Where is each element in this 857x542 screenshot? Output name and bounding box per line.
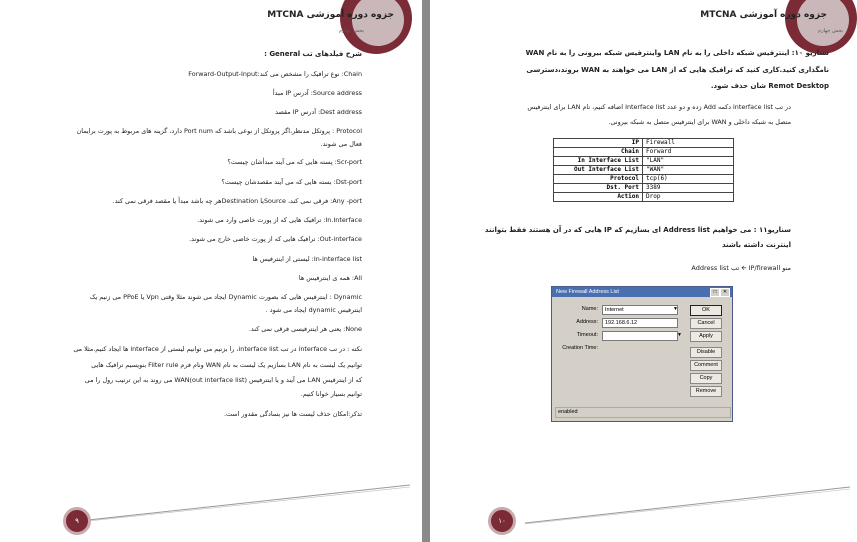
text-line: که از اینترفیس LAN می آیند و یا اینترفیس (out interface list)WAN می روند به این ترتیب رول را می [84,376,362,384]
text-line: In-interface list: لیستی از اینترفیس ها [252,255,362,263]
text-line: Protocol : پروتکل مدنظر،اگر پروتکل از نوعی باشد که Port num دارد، گزینه های مربوط به پورت برایمان [76,127,362,135]
table-row [554,184,734,193]
text-line: Out-interface: ترافیک هایی که از پورت خاصی خارج می شوند. [189,235,362,243]
address-label: Address: [576,319,598,325]
text-line: توانیم بسیار خوانا کنیم. [300,390,362,398]
address-field[interactable]: 192.168.6.12 [602,318,678,328]
timeout-field[interactable] [602,331,678,341]
table-row [554,166,734,175]
timeout-label: Timeout: [576,332,598,338]
text-line: Chain: نوع ترافیک را مشخص می کند:Forward-Output-Input [188,70,362,78]
header-subtitle: بخش چهارم [817,28,843,34]
section-title: شرح فیلدهای تب General : [264,50,362,58]
table-value: "LAN" [643,157,734,166]
dialog-title: New Firewall Address List [556,289,619,295]
comment-button[interactable]: Comment [690,360,722,371]
header-title: جزوه دوره آموزشی MTCNA [267,10,394,20]
text-line: Dest address: آدرس IP مقصد [275,108,362,116]
text-line: توانیم یک لیست به نام LAN بسازیم یک لیست به نام WAN ونام فرم Filter rule بنویسیم ترافیک هایی [91,361,362,369]
table-row [554,157,734,166]
text-line: سناریو ۱۰: اینترفیس شبکه داخلی را به نام LAN واینترفیس شبکه بیرونی را به نام WAN [525,49,829,57]
text-line: اینترفیس dynamic ایجاد می شود . [265,306,362,314]
text-line: Any -port: فرقی نمی کند، Sourceیا Destinationهر چه باشد مبدأ یا مقصد فرقی نمی کند. [112,197,362,205]
path-text: منو IP/firewall 🡨 تب Address list [691,264,791,272]
table-row [554,175,734,184]
header-subtitle: بخش چهارم [338,28,364,34]
restore-icon[interactable]: □ [710,288,720,297]
text-line: Scr-port: پسته هایی که می آیند مبدأشان چیست؟ [227,158,362,166]
table-value: tcp(6) [643,175,734,184]
text-line: Dynamic : اینترفیس هایی که بصورت Dynamic ایجاد می شوند مثلا وقتی Vpn یا PPoE می زنیم یک [89,293,362,301]
left-page [0,0,422,542]
close-icon[interactable]: ✕ [720,288,730,297]
config-table [553,138,734,202]
table-row [554,139,734,148]
table-key: IP [554,139,643,148]
status-bar: enabled [555,407,731,418]
dialog-titlebar [552,287,732,297]
text-line: سناریو۱۱ : می خواهیم Address list ای بسازیم که IP هایی که در آن هستند فقط بتوانند [484,226,791,234]
text-line: متصل به شبکه داخلی و WAN برای اینترفیس متصل به شبکه بیرونی. [608,118,791,126]
text-line: In.Interface: ترافیک هایی که از پورت خاصی وارد می شوند. [197,216,362,224]
table-key: Chain [554,148,643,157]
dropdown-icon[interactable]: ▼ [673,306,678,312]
text-line: در تب interface list دکمه Add زده و دو عدد Interface list اضافه کنیم، نام LAN برای اینترفیس [527,103,791,111]
name-label: Name: [581,306,598,312]
header-title: جزوه دوره آموزشی MTCNA [700,10,827,20]
table-row [554,148,734,157]
table-row [554,193,734,202]
ok-button[interactable]: OK [690,305,722,316]
text-line: فعال می شوند. [320,140,362,148]
table-value: Drop [643,193,734,202]
copy-button[interactable]: Copy [690,373,722,384]
dropdown-icon[interactable]: ▼ [677,332,682,338]
table-value: "WAN" [643,166,734,175]
address-list-dialog [551,286,733,422]
apply-button[interactable]: Apply [690,331,722,342]
table-key: Action [554,193,643,202]
table-value: Firewall [643,139,734,148]
text-line: نکته : در تب interface در تب interface list، را بزنیم می توانیم لیستی از interface ها ایجاد کنیم.مثلا می [73,345,362,353]
text-line: اینترنت داشته باشند [721,241,791,249]
creation-time-label: Creation Time: [562,345,598,351]
page-number: ۱۰ [488,507,516,535]
remove-button[interactable]: Remove [690,386,722,397]
table-value: Forward [643,148,734,157]
table-key: Dst. Port [554,184,643,193]
table-value: 3389 [643,184,734,193]
text-line: تذکر:امکان حذف لیست ها نیز بسادگی مقدور است. [223,410,362,418]
text-line: All: همه ی اینترفیس ها [298,274,362,282]
text-line: Remot Desktop شان حذف شود. [710,82,829,90]
text-line: Dst-port: بسته هایی که می آیند مقصدشان چیست؟ [221,178,362,186]
disable-button[interactable]: Disable [690,347,722,358]
name-field[interactable]: Internet [602,305,678,315]
text-line: نامگذاری کنید.کاری کنید که ترافیک هایی که از LAN می خواهند به WAN بروند،دسترسی [526,66,829,74]
text-line: Source address: آدرس IP مبدأ [272,89,362,97]
page-number: ۹ [63,507,91,535]
table-key: Out Interface List [554,166,643,175]
right-page [430,0,857,542]
cancel-button[interactable]: Cancel [690,318,722,329]
table-key: In Interface List [554,157,643,166]
text-line: None: یعنی هر اینترفیسی فرقی نمی کند. [248,325,362,333]
table-key: Protocol [554,175,643,184]
footer-decoration [0,482,422,542]
